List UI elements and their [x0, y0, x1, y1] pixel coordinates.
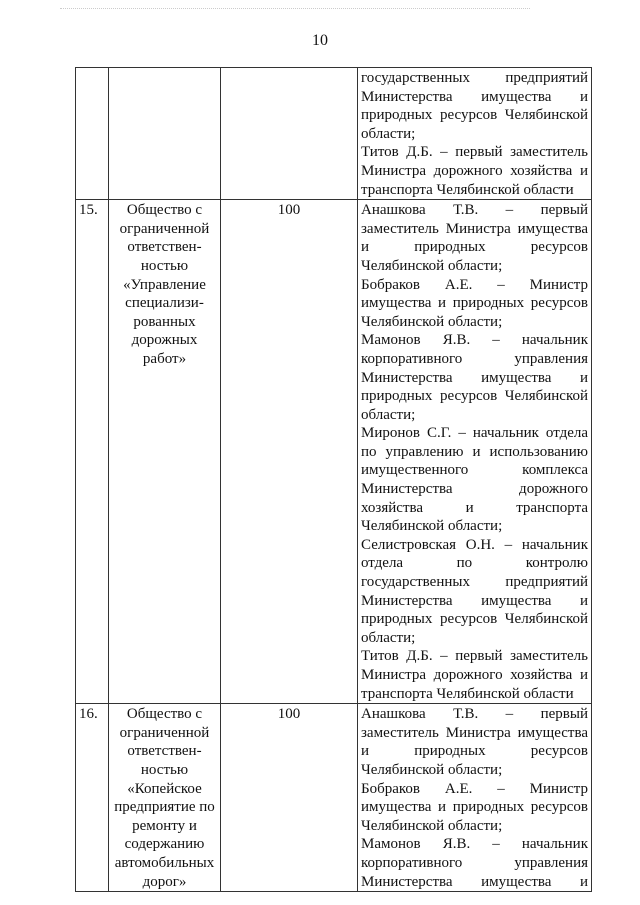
member-text-line: по управлению и использованию	[361, 443, 588, 460]
member-text-line: Челябинской области;	[361, 313, 503, 330]
member-text-line: природных ресурсов Челябинской	[361, 107, 588, 124]
organization-name-line: ограниченной	[119, 724, 210, 741]
member-text-line: Министерства имущества и	[361, 88, 588, 105]
member-text-line: области;	[361, 125, 416, 142]
row-number-cell	[76, 68, 109, 200]
member-text-line: природных ресурсов Челябинской	[361, 388, 588, 405]
member-text-line: Министерства дорожного	[361, 481, 588, 498]
member-text-line: отдела по контролю	[361, 555, 588, 572]
member-text-line: заместитель Министра имущества	[361, 724, 588, 741]
member-text-line: корпоративного управления	[361, 350, 588, 367]
member-text-line: Министерства имущества и	[361, 873, 588, 890]
organizations-table	[75, 67, 592, 892]
organization-name-line: ограниченной	[119, 220, 210, 237]
member-text-line: имущества и природных ресурсов	[361, 295, 588, 312]
organization-name-line: ответствен-	[127, 239, 202, 256]
organization-name-line: «Копейское	[127, 780, 202, 797]
member-text-line: Селистровская О.Н. – начальник	[361, 536, 588, 553]
organization-name-line: дорожных	[131, 332, 198, 349]
share-value: 100	[277, 202, 301, 219]
member-text-line: Бобраков А.Е. – Министр	[361, 276, 588, 293]
member-text-line: транспорта Челябинской области	[361, 685, 574, 702]
row-number-cell	[76, 200, 109, 704]
row-number: 16.	[79, 706, 98, 723]
table-row	[76, 68, 592, 200]
member-text-line: Анашкова Т.В. – первый	[361, 706, 588, 723]
share-cell	[221, 200, 358, 704]
member-text-line: имущественного комплекса	[361, 462, 588, 479]
organization-name-line: предприятие по	[114, 799, 215, 816]
organization-name-line: ностью	[140, 761, 189, 778]
member-text-line: области;	[361, 629, 416, 646]
member-text-line: Челябинской области;	[361, 518, 503, 535]
member-text-line: Челябинской области;	[361, 761, 503, 778]
member-text-line: Мамонов Я.В. – начальник	[361, 836, 588, 853]
member-text-line: Челябинской области;	[361, 257, 503, 274]
member-text-line: Титов Д.Б. – первый заместитель	[361, 144, 588, 161]
organization-name-line: ностью	[140, 257, 189, 274]
member-text-line: Челябинской области;	[361, 817, 503, 834]
member-text-line: имущества и природных ресурсов	[361, 799, 588, 816]
organization-cell	[109, 704, 221, 892]
organization-name-line: дорог»	[142, 873, 187, 890]
organization-name-line: автомобильных	[114, 854, 215, 871]
scan-artifact	[60, 8, 530, 9]
member-text-line: государственных предприятий	[361, 574, 588, 591]
member-text-line: Министра дорожного хозяйства и	[361, 162, 588, 179]
member-text-line: и природных ресурсов	[361, 239, 588, 256]
member-text-line: корпоративного управления	[361, 854, 588, 871]
page-number: 10	[312, 32, 328, 49]
member-text-line: Миронов С.Г. – начальник отдела	[361, 425, 588, 442]
member-text-line: природных ресурсов Челябинской	[361, 611, 588, 628]
members-cell	[358, 200, 592, 704]
member-text-line: хозяйства и транспорта	[361, 499, 588, 516]
members-cell	[358, 704, 592, 892]
member-text-line: Министерства имущества и	[361, 369, 588, 386]
organization-cell	[109, 200, 221, 704]
table-row	[76, 200, 592, 704]
row-number: 15.	[79, 202, 98, 219]
share-value: 100	[277, 706, 301, 723]
organization-name-line: рованных	[133, 313, 196, 330]
member-text-line: Анашкова Т.В. – первый	[361, 202, 588, 219]
organization-name-line: работ»	[142, 350, 187, 367]
organization-name-line: Общество с	[126, 202, 203, 219]
members-cell	[358, 68, 592, 200]
organization-name-line: ответствен-	[127, 743, 202, 760]
member-text-line: Титов Д.Б. – первый заместитель	[361, 648, 588, 665]
share-cell	[221, 68, 358, 200]
row-number-cell	[76, 704, 109, 892]
organization-name-line: «Управление	[123, 276, 206, 293]
member-text-line: транспорта Челябинской области	[361, 181, 574, 198]
member-text-line: Министра дорожного хозяйства и	[361, 667, 588, 683]
member-text-line: Бобраков А.Е. – Министр	[361, 780, 588, 797]
organization-name-line: специализи-	[125, 295, 204, 312]
organization-name-line: ремонту и	[132, 817, 197, 834]
member-text-line: области;	[361, 406, 416, 423]
organization-name-line: содержанию	[124, 836, 205, 853]
member-text-line: государственных предприятий	[361, 70, 588, 86]
organization-name-line: Общество с	[126, 706, 203, 723]
organization-cell	[109, 68, 221, 200]
share-cell	[221, 704, 358, 892]
member-text-line: заместитель Министра имущества	[361, 220, 588, 237]
member-text-line: и природных ресурсов	[361, 743, 588, 760]
table-row	[76, 704, 592, 892]
member-text-line: Мамонов Я.В. – начальник	[361, 332, 588, 349]
member-text-line: Министерства имущества и	[361, 592, 588, 609]
